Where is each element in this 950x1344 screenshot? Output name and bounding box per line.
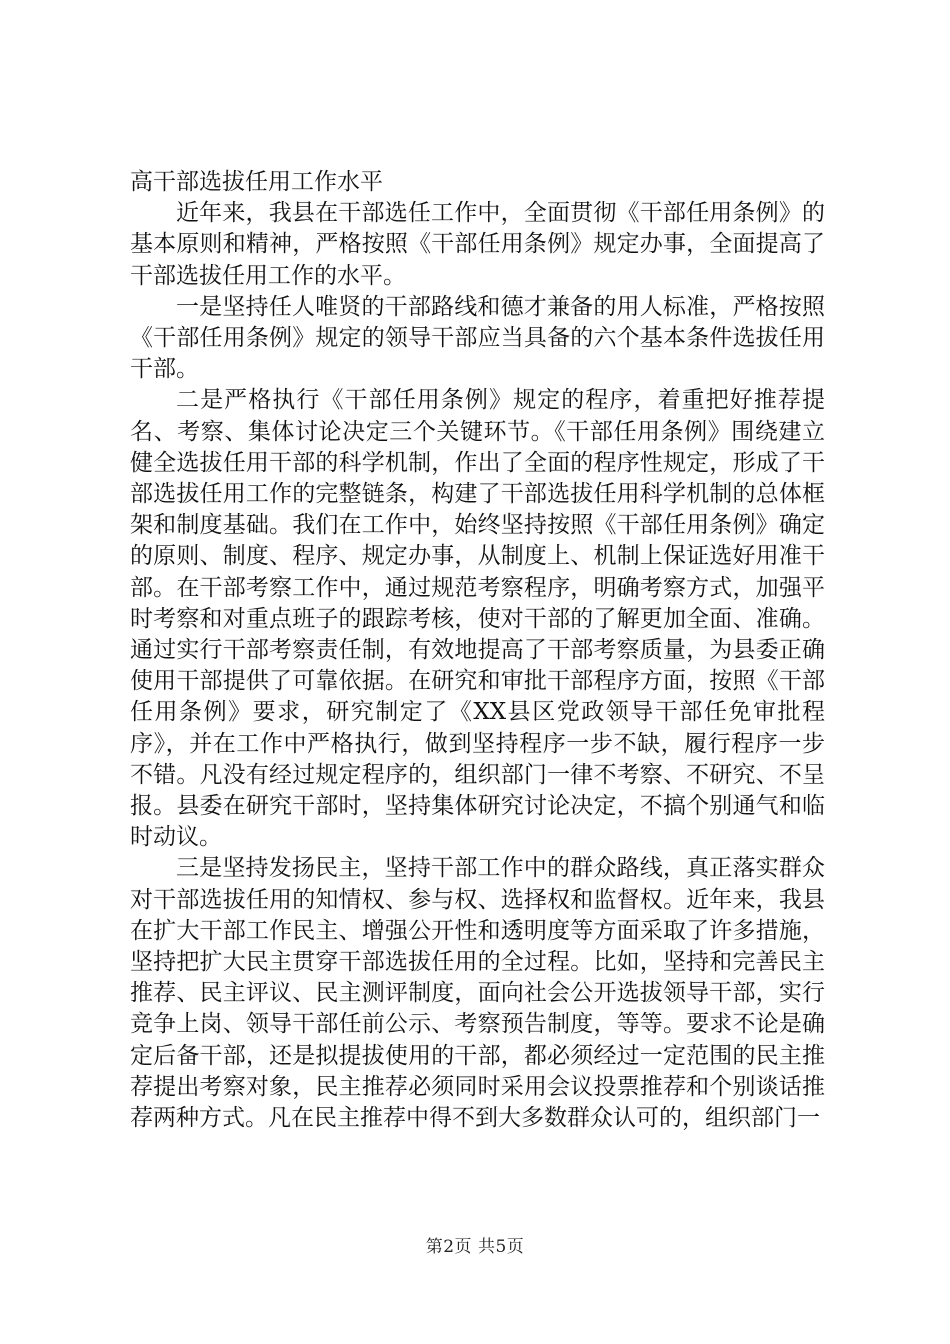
paragraph-intro: 近年来，我县在干部选任工作中，全面贯彻《干部任用条例》的基本原则和精神，严格按照《干部任用条例》规定办事，全面提高了干部选拔任用工作的水平。 bbox=[130, 200, 825, 289]
paragraph-point-two: 二是严格执行《干部任用条例》规定的程序，着重把好推荐提名、考察、集体讨论决定三个关键环节。《干部任用条例》围绕建立健全选拔任用干部的科学机制，作出了全面的程序性规定，形成了干部选拔任用工作的完整链条，构建了干部选拔任用科学机制的总体框架和制度基础。我们在工作中，始终坚持按照《干部任用条例》确定的原则、制度、程序、规定办事，从制度上、机制上保证选好用准干部。在干部考察工作中，通过规范考察程序，明确考察方式，加强平时考察和对重点班子的跟踪考核，使对干部的了解更加全面、准确。通过实行干部考察责任制，有效地提高了干部考察质量，为县委正确使用干部提供了可靠依据。在研究和审批干部程序方面，按照《干部任用条例》要求，研究制定了《XX县区党政领导干部任免审批程序》，并在工作中严格执行，做到坚持程序一步不缺，履行程序一步不错。凡没有经过规定程序的，组织部门一律不考察、不研究、不呈报。县委在研究干部时，坚持集体研究讨论决定，不搞个别通气和临时动议。 bbox=[130, 387, 825, 851]
paragraph-point-one: 一是坚持任人唯贤的干部路线和德才兼备的用人标准，严格按照《干部任用条例》规定的领导干部应当具备的六个基本条件选拔任用干部。 bbox=[130, 293, 825, 383]
page-footer: 第2页 共5页 bbox=[425, 1237, 525, 1257]
paragraph-point-three: 三是坚持发扬民主，坚持干部工作中的群众路线，真正落实群众对干部选拔任用的知情权、参与权、选择权和监督权。近年来，我县在扩大干部工作民主、增强公开性和透明度等方面采取了许多措施，坚持把扩大民主贯穿干部选拔任用的全过程。比如，坚持和完善民主推荐、民主评议、民主测评制度，面向社会公开选拔领导干部，实行竞争上岗、领导干部任前公示、考察预告制度，等等。要求不论是确定后备干部，还是拟提拔使用的干部，都必须经过一定范围的民主推荐提出考察对象，民主推荐必须同时采用会议投票推荐和个别谈话推荐两种方式。凡在民主推荐中得不到大多数群众认可的，组织部门一 bbox=[130, 855, 825, 1132]
title-line: 高干部选拔任用工作水平 bbox=[130, 169, 383, 195]
document-body bbox=[130, 167, 825, 1134]
